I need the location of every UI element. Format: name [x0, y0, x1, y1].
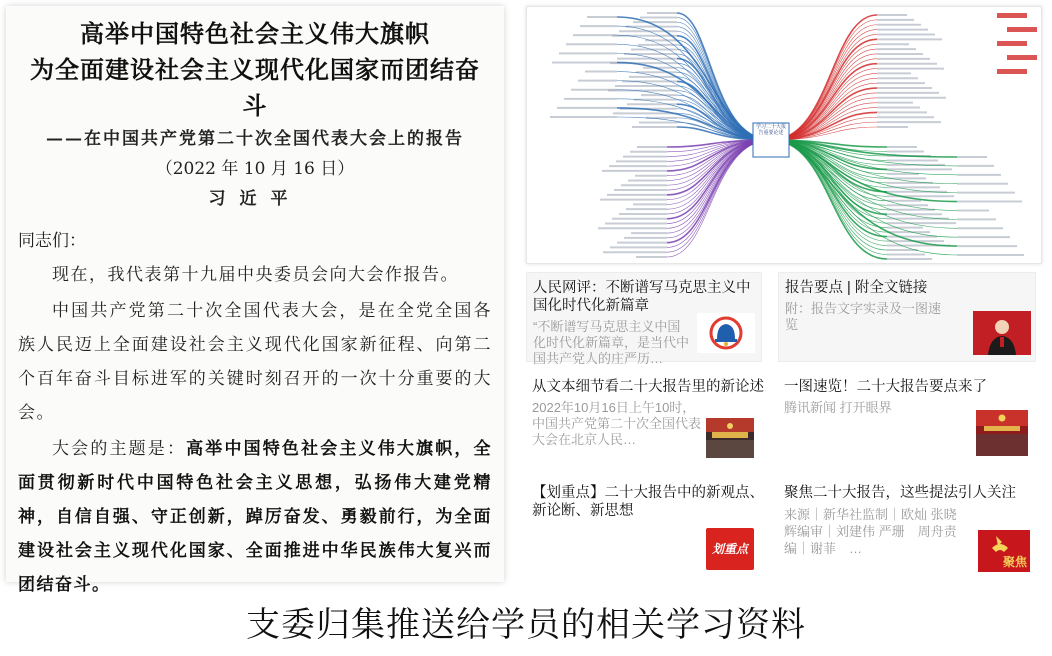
document-title-line1: 高举中国特色社会主义伟大旗帜 — [80, 19, 430, 48]
mindmap-highlight-node — [1007, 55, 1037, 60]
mindmap-highlight-node — [997, 69, 1027, 74]
news-card-1[interactable] — [526, 272, 762, 366]
party-emblem-badge-text: 聚焦 — [1002, 555, 1027, 569]
great-hall-photo — [706, 418, 754, 458]
report-document-scan — [6, 6, 504, 595]
news-card-title: 人民网评：不断谱写马克思主义中国化时代化新篇章 — [533, 280, 751, 314]
news-list — [526, 272, 1042, 584]
news-card-title: 聚焦二十大报告，这些提法引人关注 — [784, 485, 1016, 501]
document-author: 习近平 — [208, 189, 302, 209]
mindmap-branch — [771, 20, 877, 140]
party-emblem-badge — [978, 530, 1030, 572]
mindmap-highlight-node — [997, 41, 1027, 46]
mindmap-image — [526, 6, 1042, 264]
theme-lead: 大会的主题是： — [52, 439, 187, 459]
news-card-2[interactable] — [778, 272, 1036, 362]
news-card-desc: 2022年10月16日上午10时，中国共产党第二十次全国代表大会在北京人民… — [532, 400, 702, 447]
document-paragraph-2: 中国共产党第二十次全国代表大会，是在全党全国各族人民迈上全面建设社会主义现代化国家新征程、向第二个百年奋斗目标进军的关键时刻召开的一次十分重要的大会。 — [18, 301, 492, 423]
news-card-title: 从文本细节看二十大报告里的新论述 — [532, 379, 764, 395]
mindmap-highlight-node — [1007, 27, 1037, 32]
news-card-6[interactable] — [778, 478, 1036, 578]
speaker-photo — [973, 311, 1031, 355]
document-greeting: 同志们： — [18, 231, 86, 251]
people-daily-bell-icon — [697, 313, 755, 353]
mindmap-highlight-node — [997, 13, 1027, 18]
highlight-badge — [706, 528, 754, 570]
theme-text: 高举中国特色社会主义伟大旗帜，全面贯彻新时代中国特色社会主义思想，弘扬伟大建党精神，自信自强、守正创新，踔厉奋发、勇毅前行，为全面建设社会主义现代化国家、全面推进中华民族伟大复兴而团结奋斗。 — [18, 439, 493, 595]
congress-hall-photo — [976, 410, 1028, 456]
document-date: （2022 年 10 月 16 日） — [155, 159, 355, 179]
news-card-desc: “不断谱写马克思主义中国化时代化新篇章，是当代中国共产党人的庄严历… — [533, 319, 690, 366]
news-card-title: 报告要点 | 附全文链接 — [785, 280, 928, 296]
bottom-caption: 支委归集推送给学员的相关学习资料 — [246, 606, 806, 644]
news-card-desc: 来源｜新华社监制｜欧灿 张晓辉编审｜刘建伟 严珊 周舟责编｜谢菲 … — [784, 507, 957, 556]
news-card-title: 【划重点】二十大报告中的新观点、新论断、新思想 — [532, 485, 764, 519]
document-paragraph-3 — [18, 432, 492, 602]
news-card-desc: 腾讯新闻 打开眼界 — [784, 400, 892, 415]
news-card-5[interactable] — [526, 478, 776, 578]
news-card-3[interactable] — [526, 372, 776, 468]
document-title-line2: 为全面建设社会主义现代化国家而团结奋斗 — [30, 55, 480, 120]
news-card-4[interactable] — [778, 372, 1036, 468]
news-card-title: 一图速览！二十大报告要点来了 — [784, 379, 987, 395]
news-card-desc: 附：报告文字实录及一图速览 — [785, 301, 942, 332]
document-subtitle: ——在中国共产党第二十次全国代表大会上的报告 — [46, 129, 464, 149]
highlight-badge-text: 划重点 — [711, 542, 748, 556]
mindmap-graphic — [527, 7, 1043, 265]
document-paragraph-1: 现在，我代表第十九届中央委员会向大会作报告。 — [52, 265, 459, 285]
mindmap-branches — [550, 13, 1037, 259]
mindmap-center-label: 学习二十大报告重要论述 — [755, 124, 786, 136]
